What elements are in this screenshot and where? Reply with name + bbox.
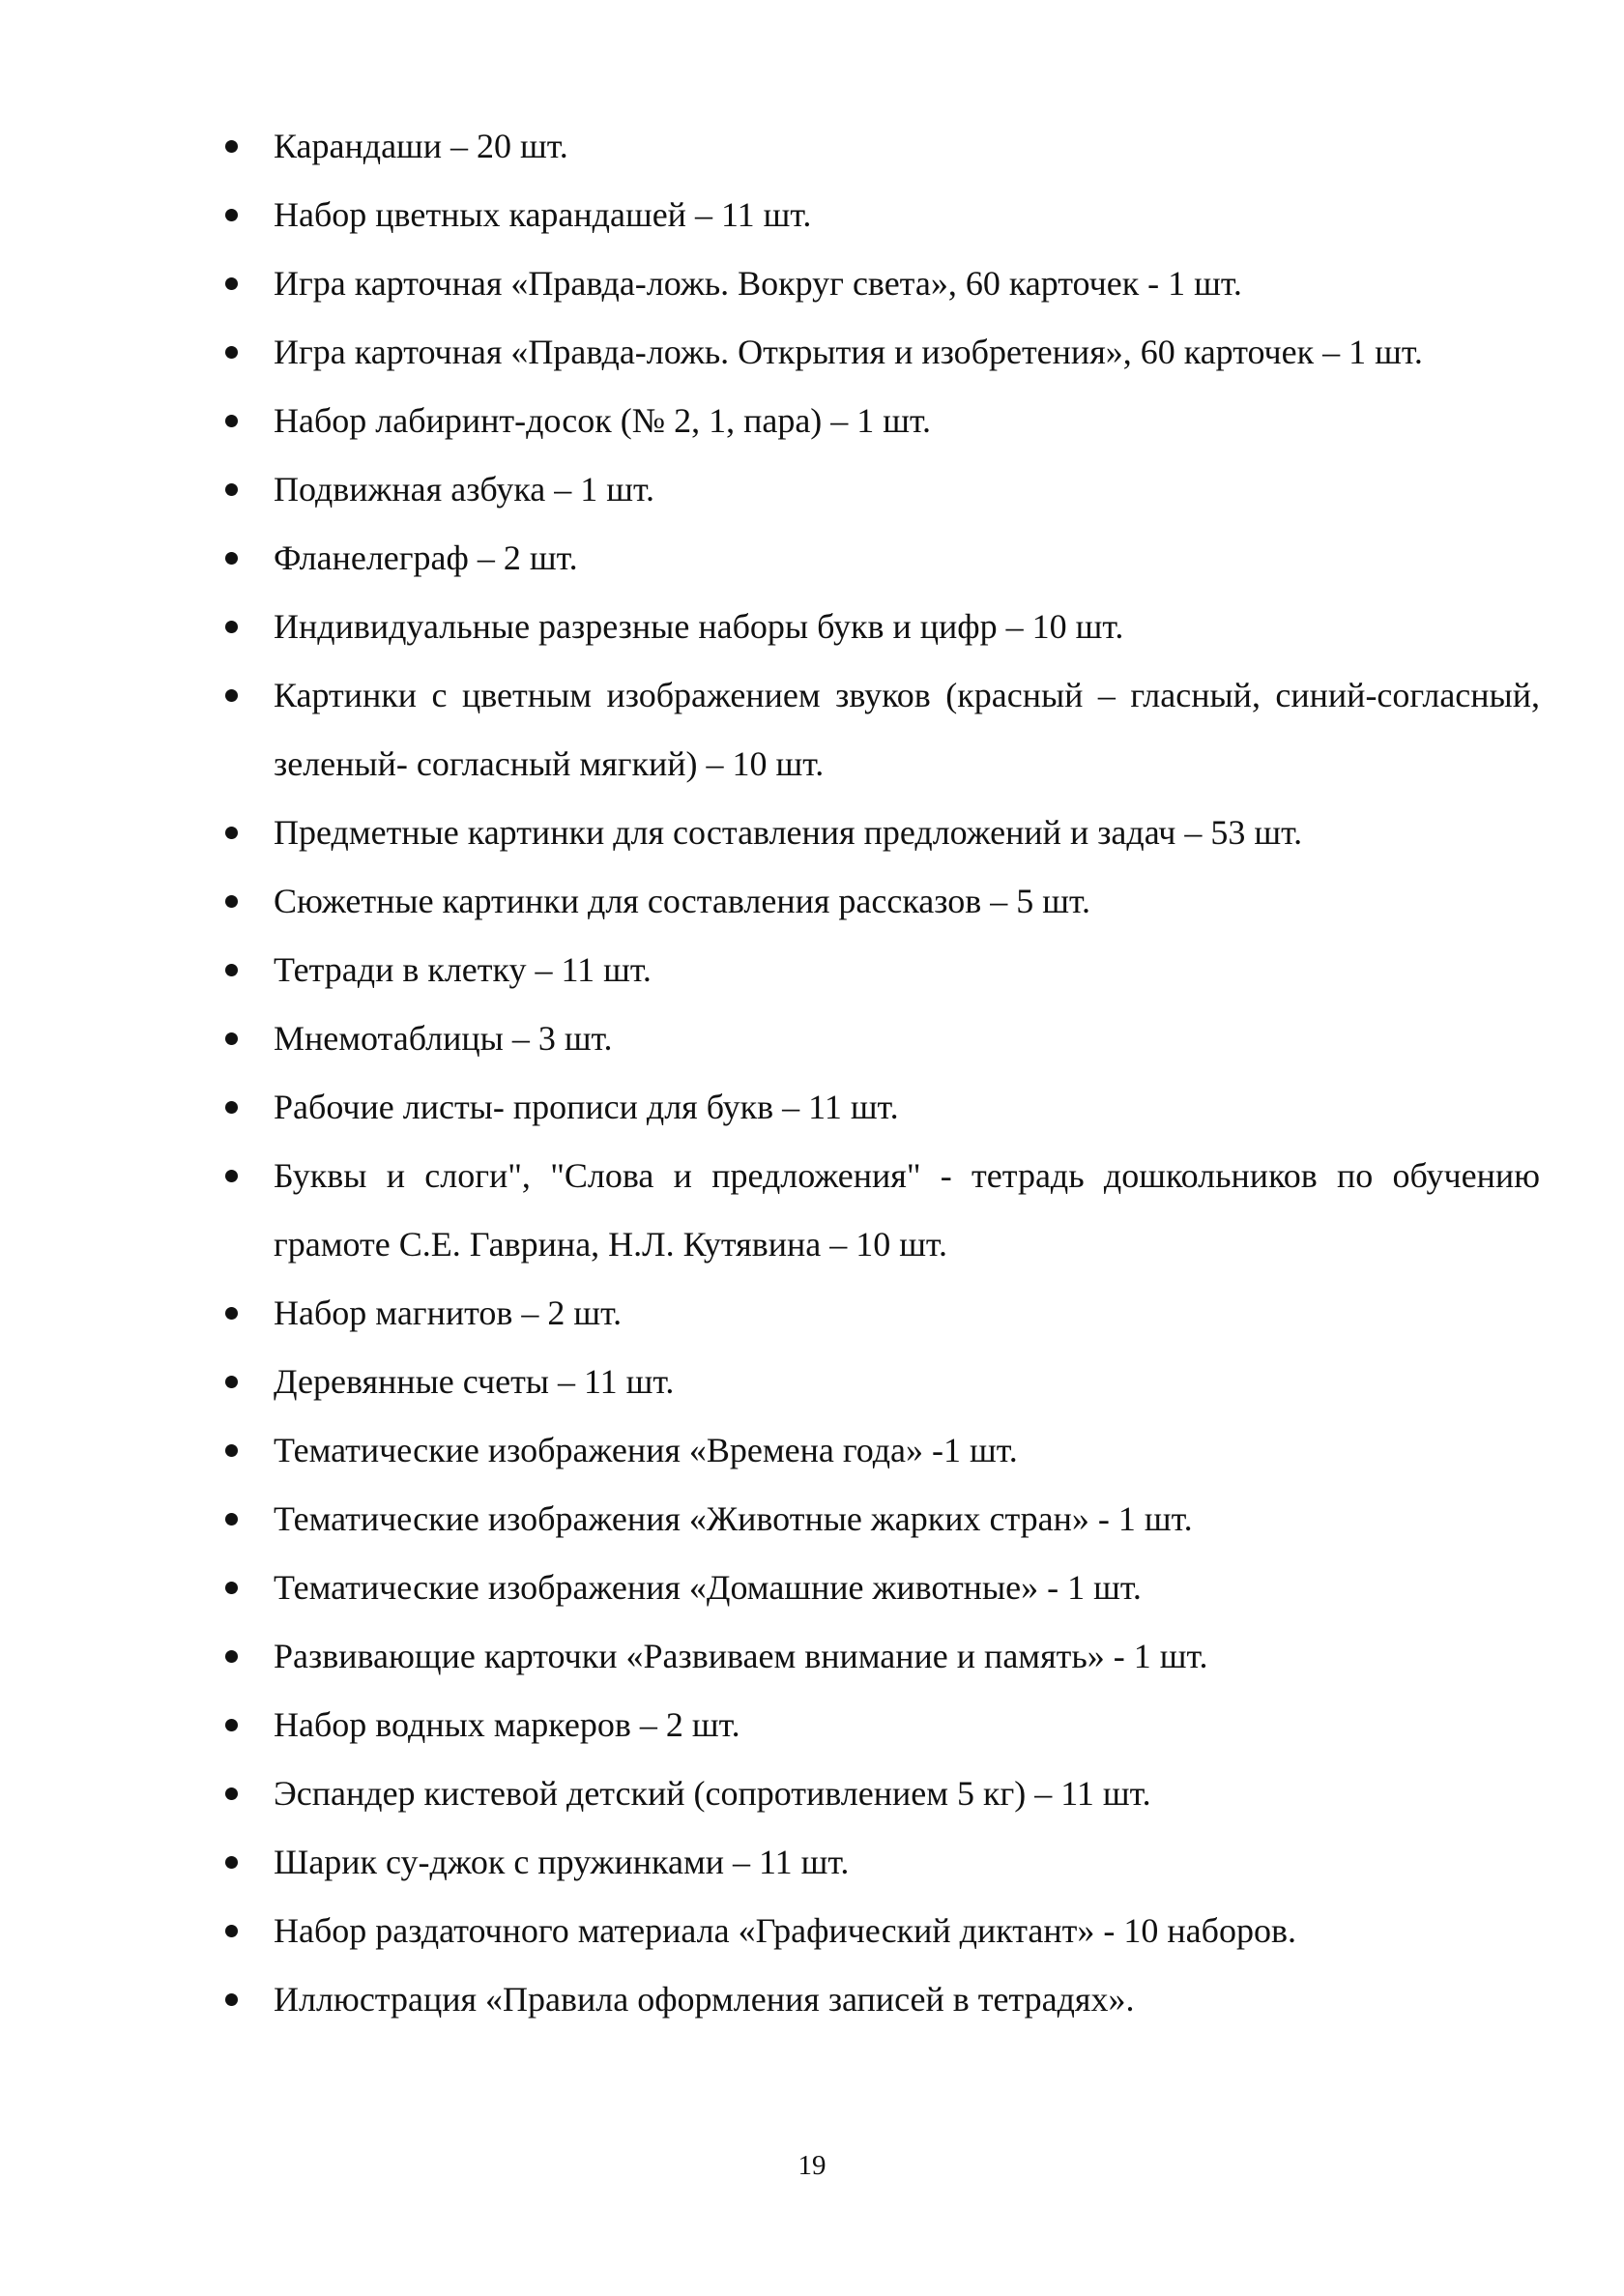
equipment-list [225,112,1540,2034]
list-item-text: Мнемотаблицы – 3 шт. [274,1019,613,1058]
bullet-icon [225,1925,238,1937]
list-item-text: Набор раздаточного материала «Графический диктант» - 10 наборов. [274,1911,1296,1950]
list-item-text: Рабочие листы- прописи для букв – 11 шт. [274,1088,899,1126]
bullet-icon [225,1719,238,1731]
list-item [225,455,1540,524]
page-number: 19 [798,2150,826,2181]
list-item-text: Буквы и слоги", "Слова и предложения" - тетрадь дошкольников по обучению грамоте С.Е. Гаврина, Н.Л. Кутявина – 10 шт. [274,1156,1540,1264]
list-item-text: Деревянные счеты – 11 шт. [274,1362,675,1401]
list-item-text: Тематические изображения «Времена года» -1 шт. [274,1431,1018,1469]
list-item [225,387,1540,455]
list-item [225,249,1540,318]
list-item [225,181,1540,249]
bullet-icon [225,1307,238,1320]
bullet-icon [225,415,238,427]
bullet-icon [225,1582,238,1594]
bullet-icon [225,483,238,496]
list-item [225,1416,1540,1485]
list-item [225,1073,1540,1142]
bullet-icon [225,1376,238,1388]
bullet-icon [225,346,238,359]
bullet-icon [225,1993,238,2006]
list-item-text: Игра карточная «Правда-ложь. Открытия и изобретения», 60 карточек – 1 шт. [274,333,1423,371]
list-item [225,1965,1540,2034]
list-item-text: Шарик су-джок с пружинками – 11 шт. [274,1843,850,1881]
list-item [225,1897,1540,1965]
list-item [225,1759,1540,1828]
bullet-icon [225,1101,238,1114]
list-item [225,799,1540,867]
bullet-icon [225,621,238,633]
bullet-icon [225,140,238,153]
list-item-text: Подвижная азбука – 1 шт. [274,470,655,509]
list-item-text: Карандаши – 20 шт. [274,127,568,165]
bullet-icon [225,827,238,839]
bullet-icon [225,209,238,221]
list-item-text: Набор магнитов – 2 шт. [274,1293,623,1332]
list-item [225,524,1540,593]
list-item [225,867,1540,936]
bullet-icon [225,277,238,290]
list-item-text: Предметные картинки для составления предложений и задач – 53 шт. [274,813,1303,852]
list-item-text: Набор цветных карандашей – 11 шт. [274,195,812,234]
bullet-icon [225,964,238,976]
list-item [225,112,1540,181]
bullet-icon [225,1650,238,1663]
list-item-text: Тематические изображения «Животные жарких стран» - 1 шт. [274,1499,1193,1538]
list-item-text: Сюжетные картинки для составления рассказов – 5 шт. [274,882,1091,920]
bullet-icon [225,552,238,565]
list-item-text: Фланелеграф – 2 шт. [274,538,578,577]
list-item [225,318,1540,387]
list-item-text: Иллюстрация «Правила оформления записей в тетрадях». [274,1980,1135,2019]
list-item-text: Набор водных маркеров – 2 шт. [274,1705,740,1744]
bullet-icon [225,1856,238,1869]
list-item [225,661,1540,799]
list-item [225,1691,1540,1759]
bullet-icon [225,1444,238,1457]
list-item [225,1622,1540,1691]
list-item [225,1554,1540,1622]
list-item [225,1142,1540,1279]
bullet-icon [225,1170,238,1182]
list-item [225,1348,1540,1416]
list-item [225,1828,1540,1897]
bullet-icon [225,689,238,702]
bullet-icon [225,1513,238,1526]
bullet-icon [225,1032,238,1045]
list-item-text: Игра карточная «Правда-ложь. Вокруг света», 60 карточек - 1 шт. [274,264,1242,303]
list-item [225,1485,1540,1554]
list-item-text: Набор лабиринт-досок (№ 2, 1, пара) – 1 шт. [274,401,932,440]
list-item-text: Тетради в клетку – 11 шт. [274,950,652,989]
list-item [225,593,1540,661]
list-item-text: Эспандер кистевой детский (сопротивлением 5 кг) – 11 шт. [274,1774,1151,1813]
list-item [225,1279,1540,1348]
bullet-icon [225,1787,238,1800]
list-item-text: Картинки с цветным изображением звуков (красный – гласный, синий-согласный, зеленый- согласный мягкий) – 10 шт. [274,676,1540,783]
list-item-text: Развивающие карточки «Развиваем внимание и память» - 1 шт. [274,1637,1208,1675]
bullet-icon [225,895,238,908]
list-item-text: Индивидуальные разрезные наборы букв и цифр – 10 шт. [274,607,1124,646]
list-item [225,936,1540,1004]
list-item-text: Тематические изображения «Домашние животные» - 1 шт. [274,1568,1142,1607]
list-item [225,1004,1540,1073]
